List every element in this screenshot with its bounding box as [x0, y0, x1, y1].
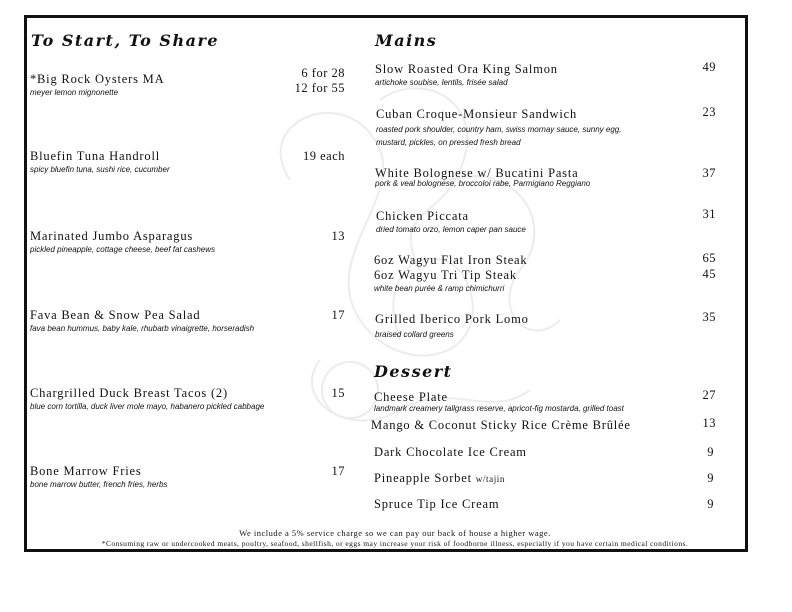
menu-item-marrow-fries: [30, 464, 167, 490]
item-description: roasted pork shoulder, country ham, swiss mornay sauce, sunny egg,: [376, 125, 622, 134]
item-name: Spruce Tip Ice Cream: [374, 497, 500, 511]
item-price: 15: [331, 386, 345, 400]
item-price: 45: [702, 267, 716, 281]
menu-item-oysters: [30, 72, 164, 98]
item-name: 6oz Wagyu Tri Tip Steak: [374, 268, 517, 282]
section-title-mains: Mains: [375, 31, 438, 50]
item-description: white bean purée & ramp chimichurri: [374, 284, 505, 293]
item-description: pork & veal bolognese, broccoloi rabe, Parmigiano Reggiano: [375, 179, 591, 188]
item-price: 49: [702, 60, 716, 74]
menu-item-duck-tacos: [30, 386, 264, 412]
item-price: 65: [702, 251, 716, 265]
item-price: 31: [702, 207, 716, 221]
item-name: *Big Rock Oysters MA: [30, 72, 165, 86]
menu-item-tuna-handroll: [30, 149, 170, 175]
service-charge-note: We include a 5% service charge so we can pay our back of house a higher wage.: [239, 528, 551, 538]
item-description-line2: mustard, pickles, on pressed fresh bread: [376, 138, 521, 147]
item-description: braised collard greens: [375, 330, 454, 339]
menu-item-pork-lomo: [375, 312, 529, 340]
item-description: bone marrow butter, french fries, herbs: [30, 480, 168, 489]
item-description: pickled pineapple, cottage cheese, beef fat cashews: [30, 245, 216, 254]
item-name: White Bolognese w/ Bucatini Pasta: [375, 166, 579, 180]
menu-item-salmon: [375, 62, 558, 88]
item-price: 23: [702, 105, 716, 119]
menu-item-bolognese: [375, 166, 590, 189]
menu-item-croque-monsieur: [376, 107, 621, 148]
item-name: Cheese Plate: [374, 390, 448, 404]
item-description: artichoke soubise, lentils, frisée salad: [375, 78, 508, 87]
menu-item-asparagus: [30, 229, 215, 255]
item-price: 17: [331, 308, 345, 322]
item-price: 27: [702, 388, 716, 402]
item-name: Cuban Croque-Monsieur Sandwich: [376, 107, 578, 121]
item-name: Bluefin Tuna Handroll: [30, 149, 160, 163]
item-price: 13: [702, 416, 716, 430]
menu-item-spruce-ice-cream: [374, 497, 499, 511]
item-name: 6oz Wagyu Flat Iron Steak: [374, 253, 528, 267]
menu-item-chicken-piccata: [376, 209, 526, 235]
item-price: 6 for 28: [301, 66, 345, 80]
section-title-dessert: Dessert: [374, 362, 453, 381]
item-description: dried tomato orzo, lemon caper pan sauce: [376, 225, 526, 234]
item-name: Pineapple Sorbet: [374, 471, 472, 485]
menu-item-pineapple-sorbet: [374, 471, 505, 486]
menu-item-tri-tip-steak: [374, 268, 517, 294]
item-price: 35: [702, 310, 716, 324]
item-name: Fava Bean & Snow Pea Salad: [30, 308, 201, 322]
item-price: 9: [707, 445, 714, 459]
item-name: Marinated Jumbo Asparagus: [30, 229, 194, 243]
item-name: Chicken Piccata: [376, 209, 469, 223]
menu-item-creme-brulee: [371, 418, 631, 432]
item-price: 19 each: [302, 149, 345, 163]
item-price-large: 12 for 55: [294, 81, 345, 95]
menu-item-chocolate-ice-cream: [374, 445, 527, 459]
item-name: Grilled Iberico Pork Lomo: [375, 312, 529, 326]
menu-item-fava-salad: [30, 308, 254, 334]
item-price: 37: [702, 166, 716, 180]
item-name-note: w/tajin: [475, 474, 505, 484]
item-description: spicy bluefin tuna, sushi rice, cucumber: [30, 165, 170, 174]
item-price: 13: [331, 229, 345, 243]
item-description: fava bean hummus, baby kale, rhubarb vinaigrette, horseradish: [30, 324, 255, 333]
section-title-start: To Start, To Share: [31, 31, 220, 50]
item-description: meyer lemon mignonette: [30, 88, 119, 97]
item-description: landmark creamery tallgrass reserve, apricot-fig mostarda, grilled toast: [374, 404, 624, 413]
item-name: Slow Roasted Ora King Salmon: [375, 62, 558, 76]
menu-item-cheese-plate: [374, 390, 624, 414]
item-description: blue corn tortilla, duck liver mole mayo, habanero pickled cabbage: [30, 402, 265, 411]
item-name: Mango & Coconut Sticky Rice Crème Brûlée: [371, 418, 631, 432]
item-name: Bone Marrow Fries: [30, 464, 142, 478]
food-safety-disclaimer: *Consuming raw or undercooked meats, poultry, seafood, shellfish, or eggs may increase your risk of foodborne illness, especially if you have certain medical conditions.: [101, 539, 689, 548]
item-price: 9: [707, 497, 714, 511]
item-name: Dark Chocolate Ice Cream: [374, 445, 527, 459]
item-name: Chargrilled Duck Breast Tacos (2): [30, 386, 228, 400]
menu-item-flat-iron-steak: [374, 253, 527, 267]
item-price: 9: [707, 471, 714, 485]
item-price: 17: [331, 464, 345, 478]
